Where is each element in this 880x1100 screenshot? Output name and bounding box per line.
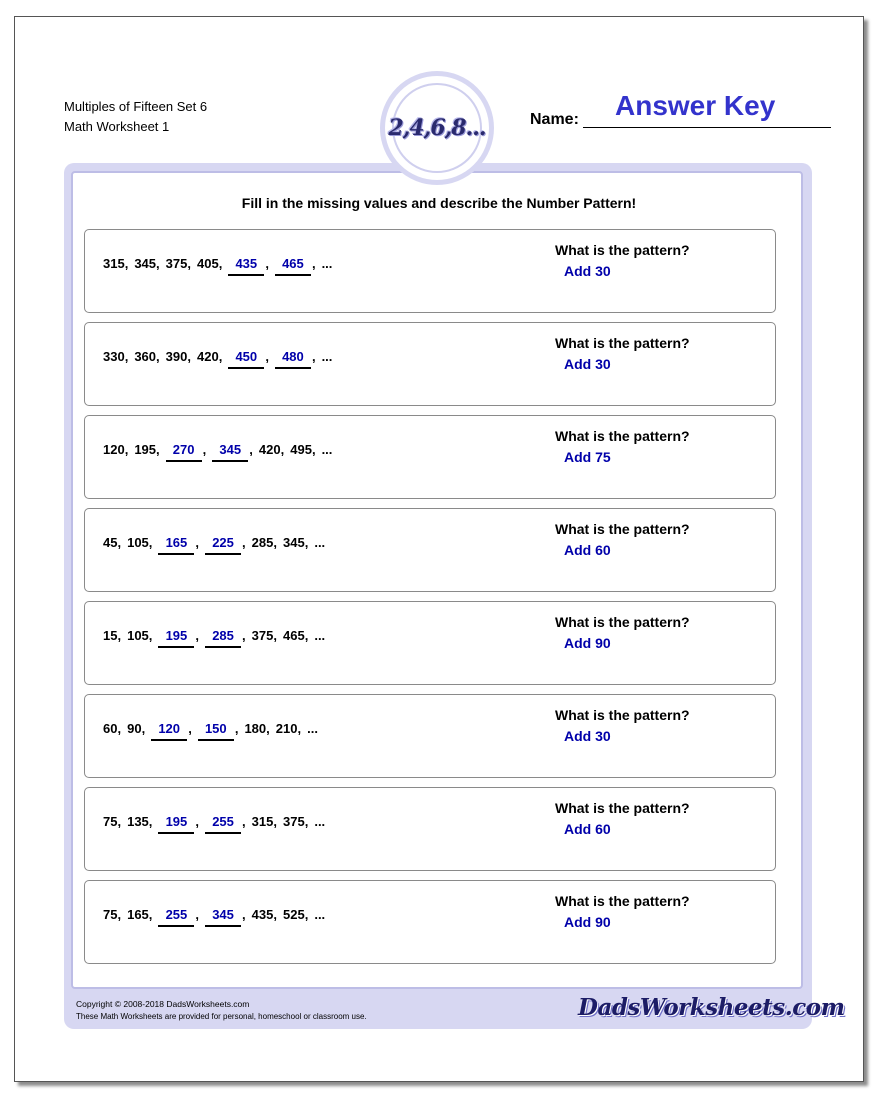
pattern-question: What is the pattern? [555,428,690,444]
answer-blank: 195 [158,814,194,834]
comma: , [141,721,146,736]
comma: , [266,721,270,736]
answer-blank: 195 [158,628,194,648]
title-line-1: Multiples of Fifteen Set 6 [64,99,208,114]
number-sequence [103,907,331,927]
comma: , [234,721,239,736]
footer-note: These Math Worksheets are provided for personal, homeschool or classroom use. [76,1012,367,1021]
problem-box [84,508,776,592]
comma: , [280,442,285,457]
comma: , [156,442,160,457]
sequence-number: 75 [103,814,118,829]
comma: , [124,349,129,364]
problem-box [84,694,776,778]
comma: , [117,907,122,922]
pattern-answer: Add 60 [564,821,611,837]
pattern-answer: Add 75 [564,449,611,465]
ellipsis: ... [321,349,333,364]
sequence-number: 165 [127,907,149,922]
sequence-number: 495 [290,442,312,457]
pattern-answer: Add 30 [564,263,611,279]
pattern-question: What is the pattern? [555,614,690,630]
comma: , [311,442,316,457]
comma: , [187,349,191,364]
pattern-answer: Add 90 [564,914,611,930]
comma: , [187,256,191,271]
comma: , [297,721,302,736]
comma: , [242,535,246,550]
comma: , [218,256,223,271]
sequence-number: 375 [251,628,274,643]
ellipsis: ... [307,721,318,736]
problem-box [84,322,776,406]
comma: , [195,628,200,643]
logo-badge-inner [388,83,486,173]
answer-key-text: Answer Key [615,90,776,121]
problem-box [84,601,776,685]
sequence-number: 435 [251,907,274,922]
sequence-number: 75 [103,907,118,922]
sequence-number: 105 [127,628,149,643]
number-sequence [103,628,331,648]
ellipsis: ... [314,628,326,643]
comma: , [304,628,309,643]
answer-blank: 285 [205,628,241,648]
comma: , [188,721,192,736]
comma: , [311,349,316,364]
sequence-number: 345 [283,535,305,550]
comma: , [265,256,269,271]
comma: , [195,907,200,922]
ellipsis: ... [321,256,333,271]
comma: , [265,349,269,364]
sequence-number: 330 [103,349,125,364]
comma: , [242,907,246,922]
sequence-number: 345 [134,256,157,271]
sequence-number: 315 [103,256,125,271]
pattern-question: What is the pattern? [555,335,690,351]
number-sequence [103,349,338,369]
comma: , [242,814,246,829]
sequence-number: 15 [103,628,118,643]
comma: , [148,814,153,829]
comma: , [304,814,309,829]
comma: , [304,907,309,922]
title-line-2: Math Worksheet 1 [64,119,170,134]
comma: , [218,349,223,364]
sequence-number: 315 [251,814,274,829]
answer-blank: 225 [205,535,241,555]
pattern-question: What is the pattern? [555,707,690,723]
answer-blank: 465 [275,256,311,276]
comma: , [304,535,309,550]
logo-badge [380,71,494,185]
number-sequence [103,256,338,276]
comma: , [156,256,160,271]
comma: , [273,535,277,550]
sequence-number: 465 [283,628,305,643]
sequence-number: 195 [134,442,157,457]
sequence-number: 390 [165,349,188,364]
sequence-number: 420 [258,442,281,457]
sequence-number: 360 [134,349,157,364]
answer-blank: 270 [166,442,202,462]
sequence-number: 90 [127,721,142,736]
sequence-number: 120 [103,442,125,457]
comma: , [202,442,207,457]
ellipsis: ... [321,442,333,457]
comma: , [117,721,122,736]
problem-box [84,880,776,964]
pattern-question: What is the pattern? [555,800,690,816]
name-line [583,127,831,128]
comma: , [156,349,160,364]
answer-blank: 450 [228,349,264,369]
answer-blank: 435 [228,256,264,276]
pattern-answer: Add 90 [564,635,611,651]
footer-copyright: Copyright © 2008-2018 DadsWorksheets.com [76,999,250,1009]
number-sequence [103,814,331,834]
sequence-number: 405 [196,256,219,271]
comma: , [117,535,122,550]
sequence-number: 420 [196,349,219,364]
problem-box [84,787,776,871]
pattern-answer: Add 60 [564,542,611,558]
sequence-number: 105 [127,535,149,550]
answer-blank: 150 [198,721,234,741]
sequence-number: 285 [251,535,274,550]
pattern-answer: Add 30 [564,728,611,744]
sequence-number: 45 [103,535,118,550]
answer-blank: 165 [158,535,194,555]
answer-blank: 255 [158,907,194,927]
name-label: Name: [530,111,579,128]
logo-badge-text: 2,4,6,8... [388,115,486,141]
answer-blank: 255 [205,814,241,834]
comma: , [148,628,153,643]
sequence-number: 135 [127,814,149,829]
comma: , [124,256,129,271]
ellipsis: ... [314,814,326,829]
worksheet-title [64,97,207,137]
number-sequence [103,721,324,741]
sequence-number: 180 [244,721,267,736]
comma: , [117,628,122,643]
sequence-number: 375 [165,256,188,271]
answer-blank: 480 [275,349,311,369]
comma: , [273,628,277,643]
comma: , [242,628,246,643]
sequence-number: 210 [275,721,298,736]
problem-box [84,229,776,313]
comma: , [124,442,129,457]
number-sequence [103,535,331,555]
dadsworksheets-logo: DadsWorksheets.com [578,994,845,1021]
comma: , [195,535,200,550]
answer-blank: 120 [151,721,187,741]
pattern-question: What is the pattern? [555,521,690,537]
number-sequence [103,442,338,462]
sequence-number: 525 [283,907,305,922]
ellipsis: ... [314,535,326,550]
comma: , [148,535,153,550]
comma: , [148,907,153,922]
pattern-question: What is the pattern? [555,242,690,258]
comma: , [249,442,253,457]
answer-blank: 345 [205,907,241,927]
pattern-question: What is the pattern? [555,893,690,909]
comma: , [273,907,277,922]
answer-blank: 345 [212,442,248,462]
sequence-number: 60 [103,721,118,736]
comma: , [273,814,277,829]
sequence-number: 375 [283,814,305,829]
pattern-answer: Add 30 [564,356,611,372]
ellipsis: ... [314,907,326,922]
comma: , [311,256,316,271]
problem-box [84,415,776,499]
comma: , [195,814,200,829]
comma: , [117,814,122,829]
instructions: Fill in the missing values and describe the Number Pattern! [241,195,637,211]
